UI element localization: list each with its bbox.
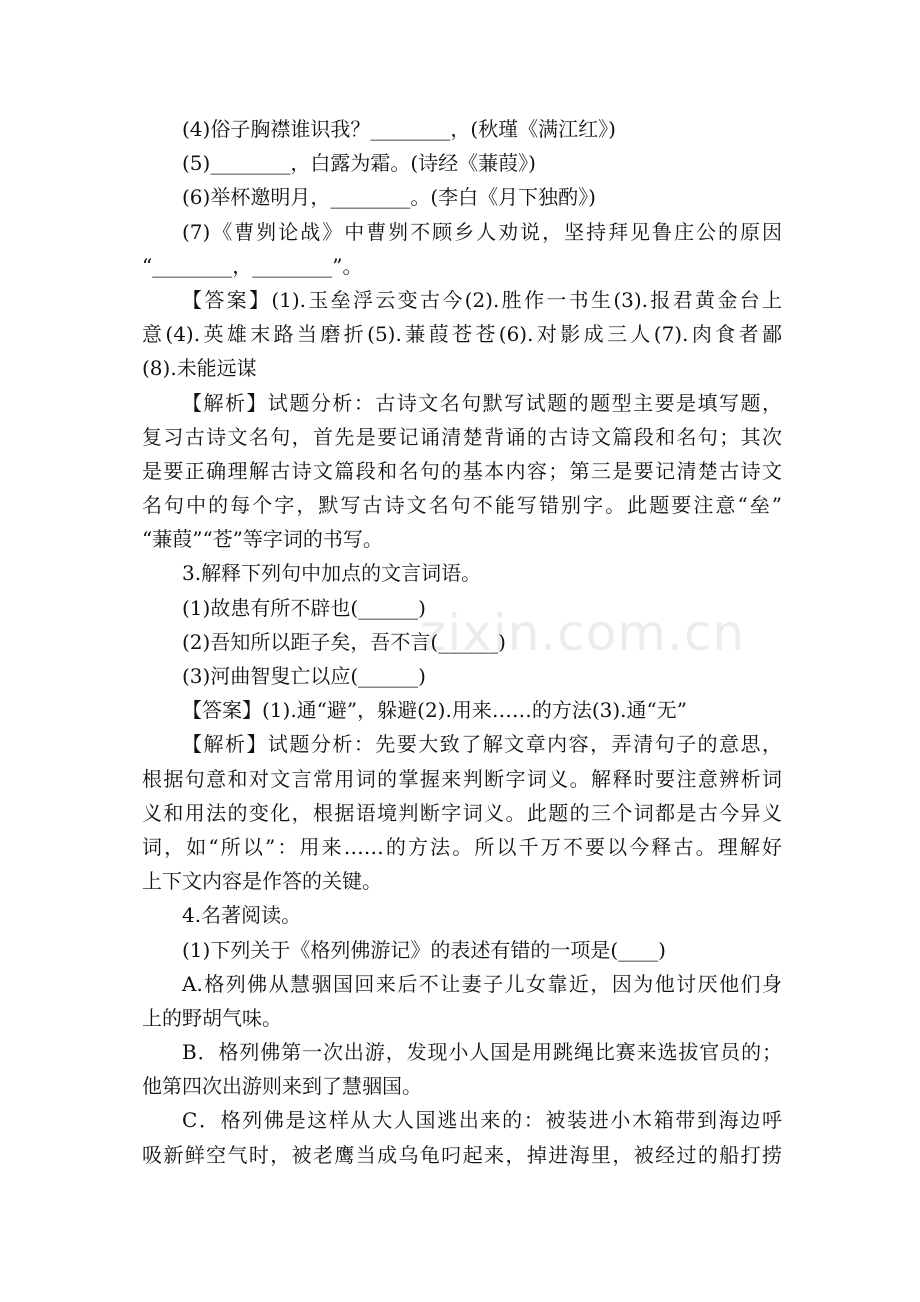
option-c-line-1: C．格列佛是这样从大人国逃出来的：被装进小木箱带到海边呼 (182, 1108, 782, 1133)
question-line-4: (4)俗子胸襟谁识我？________，(秋瑾《满江红》) (182, 117, 616, 141)
section-3-analysis-1: 【解析】试题分析：先要大致了解文章内容，弄清句子的意思， (182, 732, 782, 757)
question-line-7-blanks: “________，________”。 (142, 253, 363, 278)
option-c-line-2: 吸新鲜空气时，被老鹰当成乌龟叼起来，掉进海里，被经过的船打捞 (142, 1142, 782, 1167)
option-b-line-2: 他第四次出游则来到了慧骃国。 (142, 1074, 422, 1099)
answer-line-3: (8).未能远谋 (142, 356, 257, 381)
section-3-analysis-4: 词，如“所以”：用来……的方法。所以千万不要以今释古。理解好 (142, 834, 782, 859)
analysis-line-3: 是要正确理解古诗文篇段和名句的基本内容；第三是要记清楚古诗文 (142, 458, 782, 483)
answer-line-2: 意(4).英雄末路当磨折(5).蒹葭苍苍(6).对影成三人(7).肉食者鄙 (142, 322, 782, 347)
section-3-analysis-5: 上下文内容是作答的关键。 (142, 869, 382, 894)
analysis-line-4: 名句中的每个字，默写古诗文名句不能写错别字。此题要注意“垒” (142, 493, 782, 518)
analysis-line-5: “蒹葭”“苍”等字词的书写。 (142, 527, 383, 552)
question-line-6: (6)举杯邀明月，________。(李白《月下独酌》) (182, 185, 596, 210)
answer-line-1: 【答案】(1).玉垒浮云变古今(2).胜作一书生(3).报君黄金台上 (182, 287, 782, 312)
analysis-line-2: 复习古诗文名句，首先是要记诵清楚背诵的古诗文篇段和名句；其次 (142, 424, 782, 449)
watermark: zixin.com.cn (420, 604, 746, 662)
section-3-item-1: (1)故患有所不辟也(______) (182, 595, 426, 620)
option-b-line-1: B．格列佛第一次出游，发现小人国是用跳绳比赛来选拔官员的； (182, 1040, 782, 1065)
section-3-answer: 【答案】(1).通“避”，躲避(2).用来……的方法(3).通“无” (182, 698, 687, 723)
section-4-question-1: (1)下列关于《格列佛游记》的表述有错的一项是(____) (182, 937, 666, 962)
section-3-heading: 3.解释下列句中加点的文言词语。 (182, 561, 482, 586)
section-3-analysis-2: 根据句意和对文言常用词的掌握来判断字词义。解释时要注意辨析词 (142, 766, 782, 791)
section-3-item-3: (3)河曲智叟亡以应(______) (182, 664, 426, 688)
option-a-line-1: A.格列佛从慧骃国回来后不让妻子儿女靠近，因为他讨厌他们身 (182, 971, 782, 996)
section-3-analysis-3: 义和用法的变化，根据语境判断字词义。此题的三个词都是古今异义 (142, 800, 782, 825)
question-line-7: (7)《曹刿论战》中曹刿不顾乡人劝说，坚持拜见鲁庄公的原因 (182, 219, 782, 244)
option-a-line-2: 上的野胡气味。 (142, 1005, 282, 1030)
question-line-5: (5)________，白露为霜。(诗经《蒹葭》) (182, 151, 536, 176)
section-4-heading: 4.名著阅读。 (182, 903, 302, 928)
analysis-line-1: 【解析】试题分析：古诗文名句默写试题的题型主要是填写题， (182, 390, 782, 415)
section-3-item-2: (2)吾知所以距子矣，吾不言(______) (182, 629, 506, 654)
